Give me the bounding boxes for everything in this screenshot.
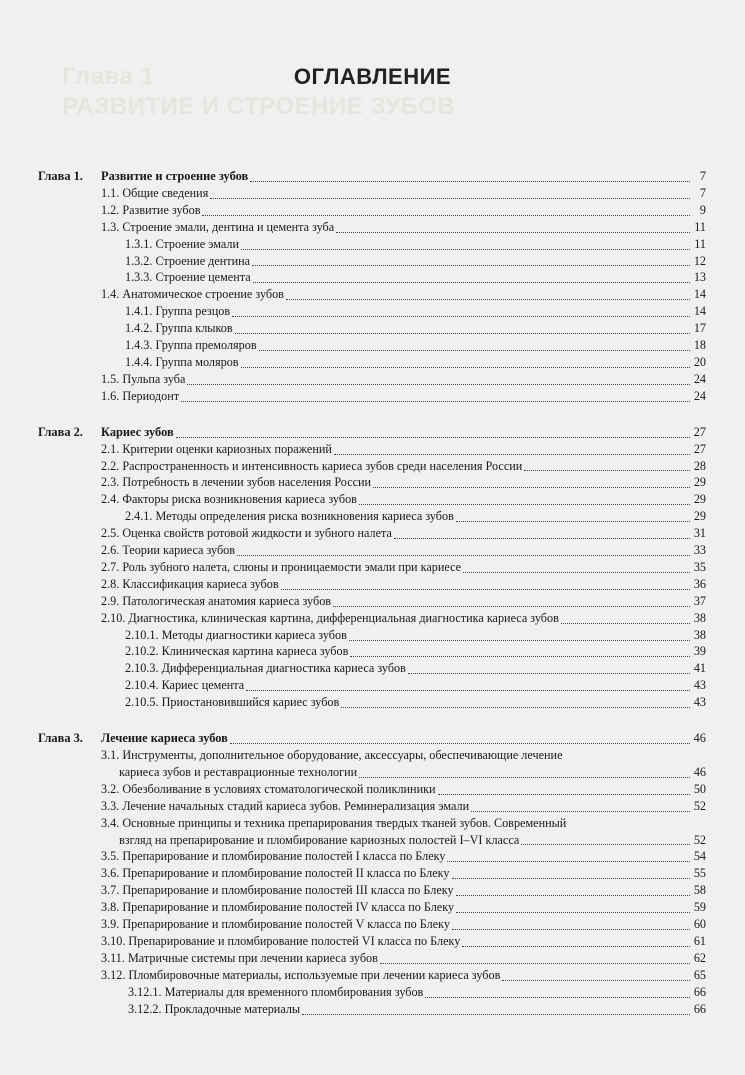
dot-leader <box>408 661 690 674</box>
chapter-section <box>38 168 706 405</box>
page-number: 31 <box>693 526 706 541</box>
toc-entry[interactable] <box>38 660 706 677</box>
dot-leader <box>394 526 690 539</box>
dot-leader <box>281 577 690 590</box>
dot-leader <box>463 560 690 573</box>
dot-leader <box>456 509 690 522</box>
dot-leader <box>253 270 690 283</box>
dot-leader <box>456 900 690 913</box>
page-number: 17 <box>693 321 706 336</box>
entry-title: 3.11. Матричные системы при лечении кариеса зубов <box>101 950 378 965</box>
entry-title-continued: кариеса зубов и реставрационные технологии <box>119 764 358 779</box>
toc-entry[interactable] <box>38 899 706 916</box>
toc-entry[interactable] <box>38 865 706 882</box>
entry-title: 1.3.1. Строение эмали <box>125 236 240 251</box>
page-number: 39 <box>693 644 706 659</box>
page-number: 27 <box>693 424 706 439</box>
toc-entry[interactable] <box>38 269 706 286</box>
toc-entry[interactable] <box>38 610 706 627</box>
toc-entry[interactable] <box>38 747 706 781</box>
entry-title: 2.10.3. Дифференциальная диагностика кариеса зубов <box>125 661 406 676</box>
toc-entry[interactable] <box>38 815 706 849</box>
entry-title: 2.10.1. Методы диагностики кариеса зубов <box>125 627 347 642</box>
dot-leader <box>425 985 690 998</box>
toc-entry[interactable] <box>38 781 706 798</box>
page-number: 33 <box>693 543 706 558</box>
entry-title: 2.4. Факторы риска возникновения кариеса зубов <box>101 492 357 507</box>
entry-title: 1.4.2. Группа клыков <box>125 321 233 336</box>
dot-leader <box>438 782 690 795</box>
toc-entry[interactable] <box>38 593 706 610</box>
entry-title: 3.12.2. Прокладочные материалы <box>128 1001 301 1016</box>
toc-entry[interactable] <box>38 491 706 508</box>
page-number: 7 <box>699 169 706 183</box>
dot-leader <box>250 169 690 182</box>
page-title: ОГЛАВЛЕНИЕ <box>293 64 452 89</box>
toc-entry[interactable] <box>38 984 706 1001</box>
page-number: 28 <box>693 458 706 473</box>
entry-title: 1.4.1. Группа резцов <box>125 304 231 319</box>
page-number: 66 <box>693 1001 706 1016</box>
page-number: 11 <box>694 236 706 251</box>
page-number: 38 <box>693 627 706 642</box>
entry-title: 3.4. Основные принципы и техника препарирования твердых тканей зубов. Современный <box>101 815 567 830</box>
page-number: 55 <box>693 866 706 881</box>
chapter-title: Лечение кариеса зубов <box>101 731 228 746</box>
dot-leader <box>232 304 690 317</box>
toc-entry[interactable] <box>38 916 706 933</box>
page-number: 35 <box>693 559 706 574</box>
toc-entry[interactable] <box>38 185 706 202</box>
toc-entry[interactable] <box>38 286 706 303</box>
bleed-through-line-2: РАЗВИТИЕ И СТРОЕНИЕ ЗУБОВ <box>62 93 456 120</box>
entry-title: 1.5. Пульпа зуба <box>101 371 186 386</box>
toc-entry[interactable] <box>38 950 706 967</box>
page-number: 29 <box>693 509 706 524</box>
entry-title: 2.8. Классификация кариеса зубов <box>101 576 279 591</box>
dot-leader <box>521 832 690 845</box>
toc-entry[interactable] <box>38 627 706 644</box>
page-number: 41 <box>693 661 706 676</box>
toc-entry[interactable] <box>38 371 706 388</box>
page-number: 61 <box>693 933 706 948</box>
dot-leader <box>341 695 690 708</box>
toc-entry[interactable] <box>38 354 706 371</box>
entry-title: 2.10. Диагностика, клиническая картина, дифференциальная диагностика кариеса зубов <box>101 610 559 625</box>
dot-leader <box>230 731 690 744</box>
toc-entry[interactable] <box>38 933 706 950</box>
page-number: 38 <box>693 610 706 625</box>
entry-title: 1.4.3. Группа премоляров <box>125 338 257 353</box>
dot-leader <box>181 389 690 402</box>
entry-title: 2.1. Критерии оценки кариозных поражений <box>101 441 332 456</box>
dot-leader <box>237 543 690 556</box>
page-number: 14 <box>693 304 706 319</box>
chapter-title: Развитие и строение зубов <box>101 169 249 183</box>
toc-entry[interactable] <box>38 643 706 660</box>
dot-leader <box>471 799 690 812</box>
page-number: 29 <box>693 492 706 507</box>
entry-title: 1.1. Общие сведения <box>101 185 209 200</box>
dot-leader <box>210 186 690 199</box>
entry-title: 2.7. Роль зубного налета, слюны и проницаемости эмали при кариесе <box>101 559 462 574</box>
dot-leader <box>235 321 690 334</box>
dot-leader <box>359 492 690 505</box>
page-number: 11 <box>694 219 706 234</box>
dot-leader <box>246 678 690 691</box>
entry-title: 1.4. Анатомическое строение зубов <box>101 287 284 302</box>
entry-title-continued: взгляд на препарирование и пломбирование кариозных полостей I–VI класса <box>119 832 520 847</box>
toc-entry[interactable] <box>38 219 706 236</box>
page-number: 52 <box>693 798 706 813</box>
toc-entry[interactable] <box>38 253 706 270</box>
toc-entry[interactable] <box>38 542 706 559</box>
entry-title: 1.4.4. Группа моляров <box>125 354 239 369</box>
chapter-title: Кариес зубов <box>101 424 174 439</box>
entry-title: 3.2. Обезболивание в условиях стоматологической поликлиники <box>101 781 436 796</box>
toc-entry[interactable] <box>38 388 706 405</box>
dot-leader <box>452 866 690 879</box>
entry-title: 2.2. Распространенность и интенсивность кариеса зубов среди населения России <box>101 458 523 473</box>
chapter-label: Глава 1. <box>38 169 83 183</box>
entry-title: 2.10.5. Приостановившийся кариес зубов <box>125 695 340 710</box>
entry-continuation-row <box>101 764 706 781</box>
entry-title: 2.10.4. Кариес цемента <box>125 678 245 693</box>
entry-title: 2.5. Оценка свойств ротовой жидкости и зубного налета <box>101 526 392 541</box>
bleed-through-line-1: Глава 1 <box>62 63 155 90</box>
dot-leader <box>380 951 690 964</box>
entry-title: 3.12. Пломбировочные материалы, используемые при лечении кариеса зубов <box>101 967 501 982</box>
entry-title: 3.8. Препарирование и пломбирование полостей IV класса по Блеку <box>101 900 455 915</box>
page-number: 66 <box>693 984 706 999</box>
toc-entry[interactable] <box>38 508 706 525</box>
entry-title: 1.3. Строение эмали, дентина и цемента зуба <box>101 219 335 234</box>
toc-entry[interactable] <box>38 202 706 219</box>
toc-entry[interactable] <box>38 441 706 458</box>
toc-entry[interactable] <box>38 882 706 899</box>
entry-title: 3.3. Лечение начальных стадий кариеса зубов. Реминерализация эмали <box>101 798 470 813</box>
chapter-label: Глава 3. <box>38 731 83 746</box>
dot-leader <box>447 849 690 862</box>
dot-leader <box>202 203 690 216</box>
page-number: 43 <box>693 695 706 710</box>
toc-entry[interactable] <box>38 337 706 354</box>
table-of-contents <box>38 168 706 1037</box>
page-number: 29 <box>693 475 706 490</box>
chapter-section <box>38 730 706 1017</box>
chapter-label: Глава 2. <box>38 424 83 439</box>
dot-leader <box>336 220 690 233</box>
dot-leader <box>176 425 690 438</box>
entry-title: 3.5. Препарирование и пломбирование полостей I класса по Блеку <box>101 849 446 864</box>
dot-leader <box>334 442 690 455</box>
page-number: 43 <box>693 678 706 693</box>
toc-entry[interactable] <box>38 1001 706 1018</box>
page-number: 14 <box>693 287 706 302</box>
dot-leader <box>502 968 690 981</box>
page-number: 37 <box>693 593 706 608</box>
chapter-heading[interactable] <box>38 730 706 747</box>
entry-title: 2.10.2. Клиническая картина кариеса зубов <box>125 644 349 659</box>
entry-title: 3.9. Препарирование и пломбирование полостей V класса по Блеку <box>101 917 450 932</box>
dot-leader <box>286 287 690 300</box>
page-number: 20 <box>693 354 706 369</box>
dot-leader <box>452 917 690 930</box>
page-number: 60 <box>693 917 706 932</box>
page-number: 50 <box>693 781 706 796</box>
page-number: 52 <box>693 832 706 847</box>
chapter-heading[interactable] <box>38 424 706 441</box>
toc-entry[interactable] <box>38 320 706 337</box>
dot-leader <box>524 458 690 471</box>
page-number: 12 <box>693 253 706 268</box>
page-number: 62 <box>693 950 706 965</box>
toc-entry[interactable] <box>38 576 706 593</box>
entry-title: 2.4.1. Методы определения риска возникновения кариеса зубов <box>125 509 454 524</box>
chapter-section <box>38 424 706 711</box>
dot-leader <box>302 1002 690 1015</box>
dot-leader <box>373 475 690 488</box>
toc-entry[interactable] <box>38 694 706 711</box>
page-number: 24 <box>693 371 706 386</box>
page-number: 36 <box>693 576 706 591</box>
entry-title: 1.3.3. Строение цемента <box>125 270 251 285</box>
dot-leader <box>462 934 690 947</box>
dot-leader <box>241 355 690 368</box>
entry-title: 2.9. Патологическая анатомия кариеса зубов <box>101 593 332 608</box>
toc-entry[interactable] <box>38 798 706 815</box>
entry-title: 1.3.2. Строение дентина <box>125 253 251 268</box>
entry-title: 3.12.1. Материалы для временного пломбирования зубов <box>128 984 424 999</box>
entry-title: 3.7. Препарирование и пломбирование полостей III класса по Блеку <box>101 883 454 898</box>
page-number: 65 <box>693 967 706 982</box>
page-number: 59 <box>693 900 706 915</box>
dot-leader <box>561 611 690 624</box>
dot-leader <box>350 644 690 657</box>
dot-leader <box>187 372 690 385</box>
entry-title: 3.6. Препарирование и пломбирование полостей II класса по Блеку <box>101 866 450 881</box>
page-number: 9 <box>699 202 706 217</box>
dot-leader <box>259 338 690 351</box>
entry-title: 2.6. Теории кариеса зубов <box>101 543 236 558</box>
dot-leader <box>333 594 690 607</box>
page-number: 46 <box>693 764 706 779</box>
page-number: 18 <box>693 338 706 353</box>
dot-leader <box>252 253 690 266</box>
dot-leader <box>241 237 690 250</box>
toc-entry[interactable] <box>38 525 706 542</box>
page-number: 27 <box>693 441 706 456</box>
page-number: 54 <box>693 849 706 864</box>
toc-entry[interactable] <box>38 677 706 694</box>
toc-entry[interactable] <box>38 236 706 253</box>
dot-leader <box>456 883 690 896</box>
chapter-heading[interactable] <box>38 168 706 185</box>
entry-title: 3.1. Инструменты, дополнительное оборудование, аксессуары, обеспечивающие лечение <box>101 748 563 762</box>
toc-entry[interactable] <box>38 967 706 984</box>
page-number: 13 <box>693 270 706 285</box>
toc-entry[interactable] <box>38 474 706 491</box>
page-number: 7 <box>699 185 706 200</box>
page-number: 46 <box>693 731 706 746</box>
dot-leader <box>349 628 690 641</box>
entry-title: 1.6. Периодонт <box>101 388 180 403</box>
entry-title: 3.10. Препарирование и пломбирование полостей VI класса по Блеку <box>101 933 461 948</box>
toc-entry[interactable] <box>38 458 706 475</box>
entry-continuation-row <box>101 832 706 849</box>
entry-title: 1.2. Развитие зубов <box>101 202 201 217</box>
toc-entry[interactable] <box>38 303 706 320</box>
entry-title: 2.3. Потребность в лечении зубов населения России <box>101 475 372 490</box>
toc-entry[interactable] <box>38 559 706 576</box>
toc-entry[interactable] <box>38 848 706 865</box>
page-number: 58 <box>693 883 706 898</box>
dot-leader <box>359 765 690 778</box>
page-number: 24 <box>693 388 706 403</box>
